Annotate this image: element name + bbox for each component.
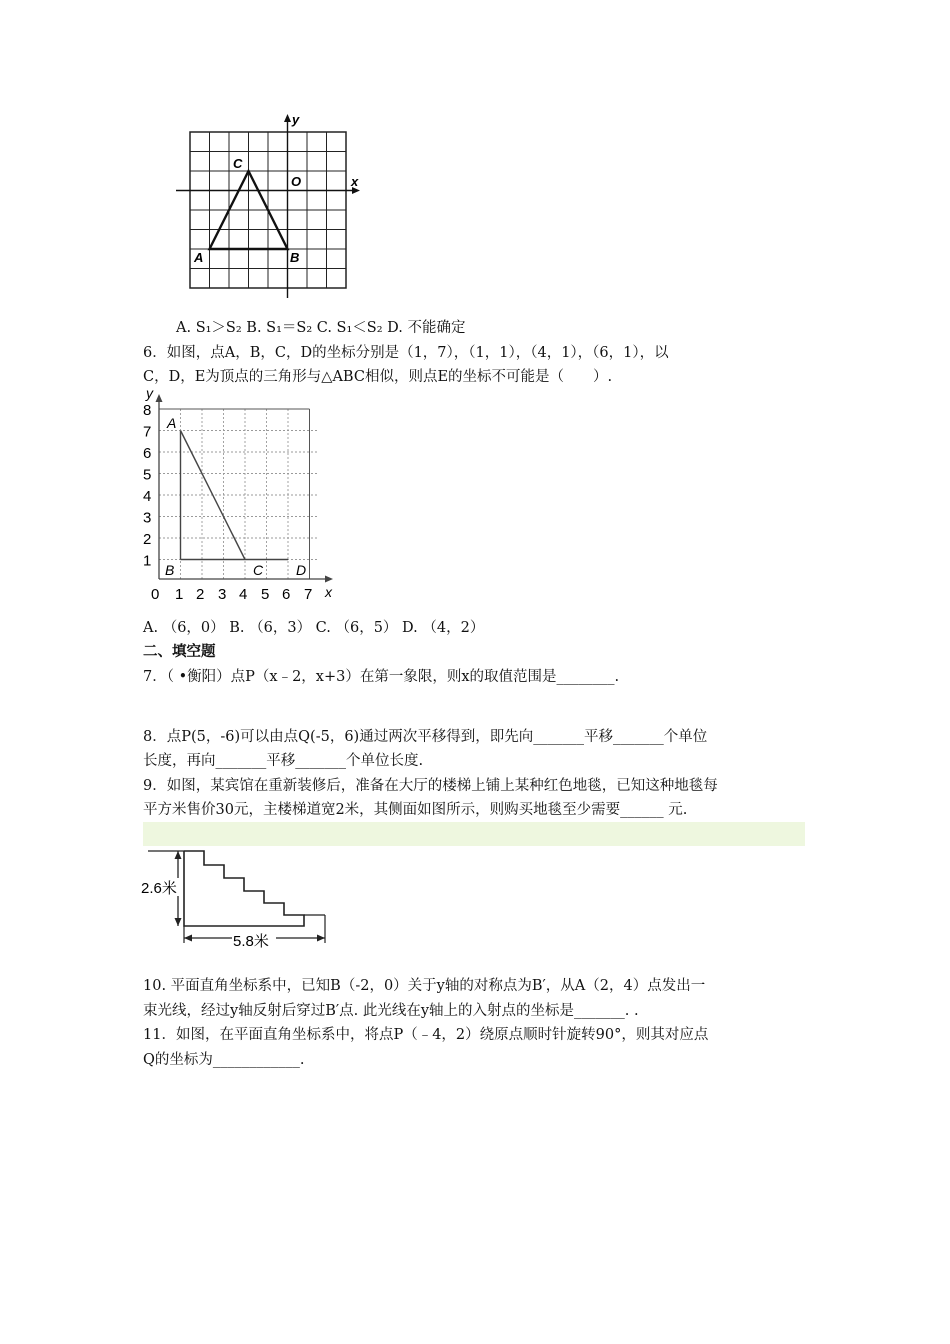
section-title: 二、填空题	[143, 644, 216, 660]
q7: 7．（ •衡阳）点P（x﹣2，x+3）在第一象限，则x的取值范围是________.	[143, 669, 620, 685]
point-a-label: A	[167, 415, 177, 431]
y-tick: 1	[143, 552, 152, 570]
q6-line-2: C，D，E为顶点的三角形与△ABC相似，则点E的坐标不可能是（ ）.	[143, 369, 613, 385]
triangle-grid-figure	[170, 110, 370, 305]
label-b: B	[290, 250, 300, 265]
q8-line-1: 8．点P(5，-6)可以由点Q(-5，6)通过两次平移得到，即先向_______平移_______个单位	[143, 729, 708, 745]
x-tick: 2	[196, 586, 205, 603]
y-tick: 3	[143, 509, 152, 527]
y-tick: 4	[143, 488, 152, 505]
x-tick: 3	[218, 586, 227, 603]
point-b-label: B	[165, 562, 175, 578]
x-tick: 4	[239, 586, 248, 603]
y-tick: 8	[143, 402, 152, 419]
x-tick: 5	[261, 586, 270, 603]
height-label: 2.6米	[141, 880, 177, 897]
y-tick: 7	[143, 423, 152, 441]
width-label: 5.8米	[233, 933, 269, 950]
highlight-band	[143, 822, 805, 846]
label-a: A	[194, 250, 204, 265]
x-tick: 1	[175, 586, 184, 603]
q9-line-1: 9．如图，某宾馆在重新装修后，准备在大厅的楼梯上铺上某种红色地毯，已知这种地毯每	[143, 778, 718, 794]
axis-label-y: y	[146, 387, 153, 401]
label-o: O	[291, 174, 302, 189]
label-c: C	[233, 156, 243, 171]
x-tick: 0	[151, 586, 160, 603]
staircase-figure	[140, 845, 340, 950]
q10-line-2: 束光线，经过y轴反射后穿过B′点. 此光线在y轴上的入射点的坐标是_______. .	[143, 1003, 639, 1019]
coordinate-figure	[143, 387, 343, 607]
y-tick: 2	[143, 531, 152, 548]
q6-options: A. （6，0） B. （6，3） C. （6，5） D. （4，2）	[143, 620, 485, 636]
y-tick: 5	[143, 466, 152, 484]
x-tick: 6	[282, 586, 291, 603]
y-tick: 6	[143, 445, 152, 462]
q9-line-2: 平方米售价30元，主楼梯道宽2米，其侧面如图所示，则购买地毯至少需要______ 元.	[143, 802, 688, 818]
q10-line-1: 10. 平面直角坐标系中，已知B（-2，0）关于y轴的对称点为B′，从A（2，4）点发出一	[143, 978, 706, 994]
label-y: y	[292, 112, 300, 127]
q11-line-1: 11．如图，在平面直角坐标系中，将点P（﹣4，2）绕原点顺时针旋转90°，则其对应点	[143, 1027, 709, 1043]
x-tick: 7	[304, 586, 313, 603]
label-x: x	[351, 174, 359, 189]
axis-label-x: x	[325, 584, 332, 600]
q8-line-2: 长度，再向_______平移_______个单位长度.	[143, 753, 424, 769]
q6-line-1: 6．如图，点A，B，C，D的坐标分别是（1，7），（1，1），（4，1），（6，1），以	[143, 345, 669, 361]
point-c-label: C	[253, 562, 264, 578]
q5-options: A. S₁＞S₂ B. S₁＝S₂ C. S₁＜S₂ D. 不能确定	[176, 320, 466, 336]
point-d-label: D	[296, 562, 307, 578]
q11-line-2: Q的坐标为____________.	[143, 1052, 305, 1068]
